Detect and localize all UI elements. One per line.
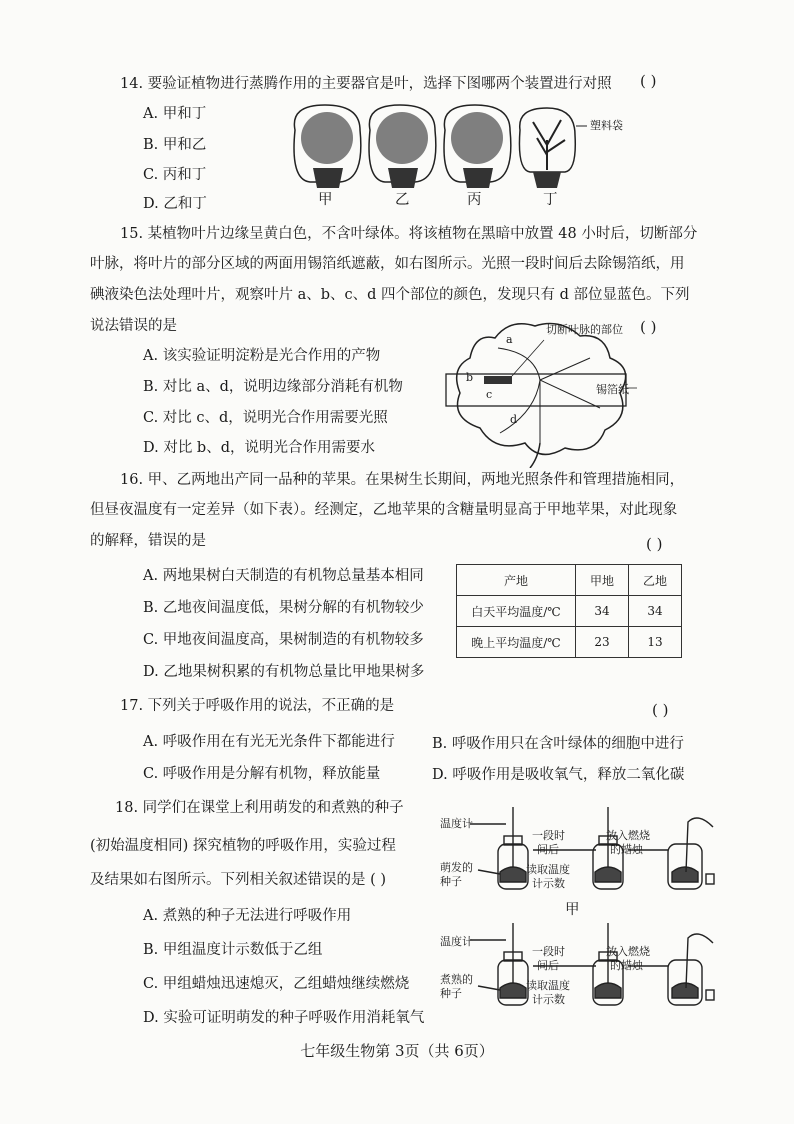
q15-cut-vein-label: 切断叶脉的部位: [546, 323, 623, 336]
table-cell: 34: [629, 596, 682, 627]
q14-plant-figure: [285, 100, 615, 215]
plant-label-jia: 甲: [318, 192, 333, 208]
q18b-wait-label-2: 间后: [537, 959, 559, 972]
q16-line3: 的解释，错误的是: [90, 533, 206, 549]
q15-foil-label: 锡箔纸: [596, 383, 629, 396]
q18a-seed-label: 萌发的: [440, 861, 473, 874]
table-header: 乙地: [629, 565, 682, 596]
q14-option-b[interactable]: B. 甲和乙: [143, 137, 207, 153]
q15-label-a: a: [506, 333, 513, 346]
q18b-wait-label: 一段时: [532, 945, 565, 958]
plant-label-ding: 丁: [543, 192, 558, 208]
q14-option-c[interactable]: C. 丙和丁: [143, 167, 207, 183]
plant-label-bing: 丙: [467, 192, 482, 208]
plant-jia-bag: [294, 105, 361, 188]
q15-line4: 说法错误的是: [90, 318, 177, 334]
q14-option-d[interactable]: D. 乙和丁: [143, 196, 207, 212]
q15-label-d: d: [510, 413, 518, 426]
q14-answer-paren[interactable]: ( ): [640, 72, 657, 90]
plant-bing-bag: [444, 105, 511, 188]
plant-ding-bare: [519, 108, 587, 188]
q16-option-d[interactable]: D. 乙地果树积累的有机物总量比甲地果树多: [143, 664, 425, 680]
q17-option-b[interactable]: B. 呼吸作用只在含叶绿体的细胞中进行: [432, 736, 684, 752]
q18a-read-label-2: 计示数: [532, 877, 565, 890]
q18-option-a[interactable]: A. 煮熟的种子无法进行呼吸作用: [143, 908, 352, 924]
q14-option-a[interactable]: A. 甲和丁: [143, 106, 207, 122]
q18b-thermometer-label: 温度计: [440, 935, 473, 948]
q17-stem: 17. 下列关于呼吸作用的说法，不正确的是: [120, 698, 395, 714]
q15-line1: 15. 某植物叶片边缘呈黄白色，不含叶绿体。将该植物在黑暗中放置 48 小时后，切断部分: [120, 226, 698, 242]
q16-line1: 16. 甲、乙两地出产同一品种的苹果。在果树生长期间，两地光照条件和管理措施相同，: [120, 472, 685, 488]
table-header-row: [457, 565, 682, 596]
q15-option-d[interactable]: D. 对比 b、d，说明光合作用需要水: [143, 440, 375, 456]
table-header: 产地: [457, 565, 576, 596]
q15-option-b[interactable]: B. 对比 a、d，说明边缘部分消耗有机物: [143, 379, 403, 395]
q18-line2: (初始温度相同) 探究植物的呼吸作用，实验过程: [90, 838, 396, 854]
q16-option-b[interactable]: B. 乙地夜间温度低，果树分解的有机物较少: [143, 600, 424, 616]
q16-option-a[interactable]: A. 两地果树白天制造的有机物总量基本相同: [143, 568, 424, 584]
q18-option-b[interactable]: B. 甲组温度计示数低于乙组: [143, 942, 323, 958]
q15-answer-paren[interactable]: ( ): [640, 318, 657, 336]
q18b-read-label: 读取温度: [526, 979, 570, 992]
q15-line3: 碘液染色法处理叶片，观察叶片 a、b、c、d 四个部位的颜色，发现只有 d 部位显蓝色。下列: [90, 287, 690, 303]
q18-bottom-apparatus: [438, 918, 728, 1013]
q18b-seed-label: 煮熟的: [440, 973, 473, 986]
table-cell: 34: [576, 596, 629, 627]
table-header: 甲地: [576, 565, 629, 596]
q18b-read-label-2: 计示数: [532, 993, 565, 1006]
q18-top-apparatus: [438, 802, 728, 897]
q18-option-d[interactable]: D. 实验可证明萌发的种子呼吸作用消耗氧气: [143, 1010, 425, 1026]
q16-line2: 但昼夜温度有一定差异（如下表）。经测定，乙地苹果的含糖量明显高于甲地苹果，对此现象: [90, 502, 678, 518]
q15-option-a[interactable]: A. 该实验证明淀粉是光合作用的产物: [143, 348, 381, 364]
table-cell: 晚上平均温度/℃: [457, 627, 576, 658]
table-row: [457, 627, 682, 658]
q18a-wait-label: 一段时: [532, 829, 565, 842]
table-row: [457, 596, 682, 627]
q16-temperature-table: [456, 564, 682, 658]
q16-option-c[interactable]: C. 甲地夜间温度高，果树制造的有机物较多: [143, 632, 424, 648]
q18a-read-label: 读取温度: [526, 863, 570, 876]
plant-yi-bag: [369, 105, 436, 188]
q17-option-c[interactable]: C. 呼吸作用是分解有机物，释放能量: [143, 766, 381, 782]
q18a-seed-label-2: 种子: [440, 875, 462, 888]
q18b-seed-label-2: 种子: [440, 987, 462, 1000]
q18a-candle-label-2: 的蜡烛: [610, 843, 643, 856]
q15-label-c: c: [486, 388, 493, 401]
q18a-wait-label-2: 间后: [537, 843, 559, 856]
plastic-bag-label: 塑料袋: [590, 119, 623, 132]
table-cell: 23: [576, 627, 629, 658]
q18-line1: 18. 同学们在课堂上利用萌发的和煮熟的种子: [115, 800, 404, 816]
table-cell: 13: [629, 627, 682, 658]
q18b-candle-label: 放入燃烧: [606, 945, 650, 958]
q18a-thermometer-label: 温度计: [440, 817, 473, 830]
q18-option-c[interactable]: C. 甲组蜡烛迅速熄灭，乙组蜡烛继续燃烧: [143, 976, 410, 992]
q15-label-b: b: [466, 371, 474, 384]
q18a-candle-label: 放入燃烧: [606, 829, 650, 842]
q15-line2: 叶脉，将叶片的部分区域的两面用锡箔纸遮蔽，如右图所示。光照一段时间后去除锡箔纸，用: [90, 256, 685, 272]
table-cell: 白天平均温度/℃: [457, 596, 576, 627]
q18-group-jia-label: 甲: [565, 902, 580, 918]
q17-option-d[interactable]: D. 呼吸作用是吸收氧气，释放二氧化碳: [432, 767, 685, 783]
q18b-candle-label-2: 的蜡烛: [610, 959, 643, 972]
q17-answer-paren[interactable]: ( ): [652, 701, 669, 719]
page-footer: 七年级生物第 3页（共 6页）: [300, 1042, 494, 1060]
q17-option-a[interactable]: A. 呼吸作用在有光无光条件下都能进行: [143, 734, 395, 750]
q16-answer-paren[interactable]: ( ): [646, 535, 663, 553]
q14-stem: 14. 要验证植物进行蒸腾作用的主要器官是叶，选择下图哪两个装置进行对照: [120, 76, 612, 92]
q15-option-c[interactable]: C. 对比 c、d，说明光合作用需要光照: [143, 410, 388, 426]
q18-line3: 及结果如右图所示。下列相关叙述错误的是 ( ): [90, 872, 387, 888]
plant-label-yi: 乙: [395, 192, 410, 208]
